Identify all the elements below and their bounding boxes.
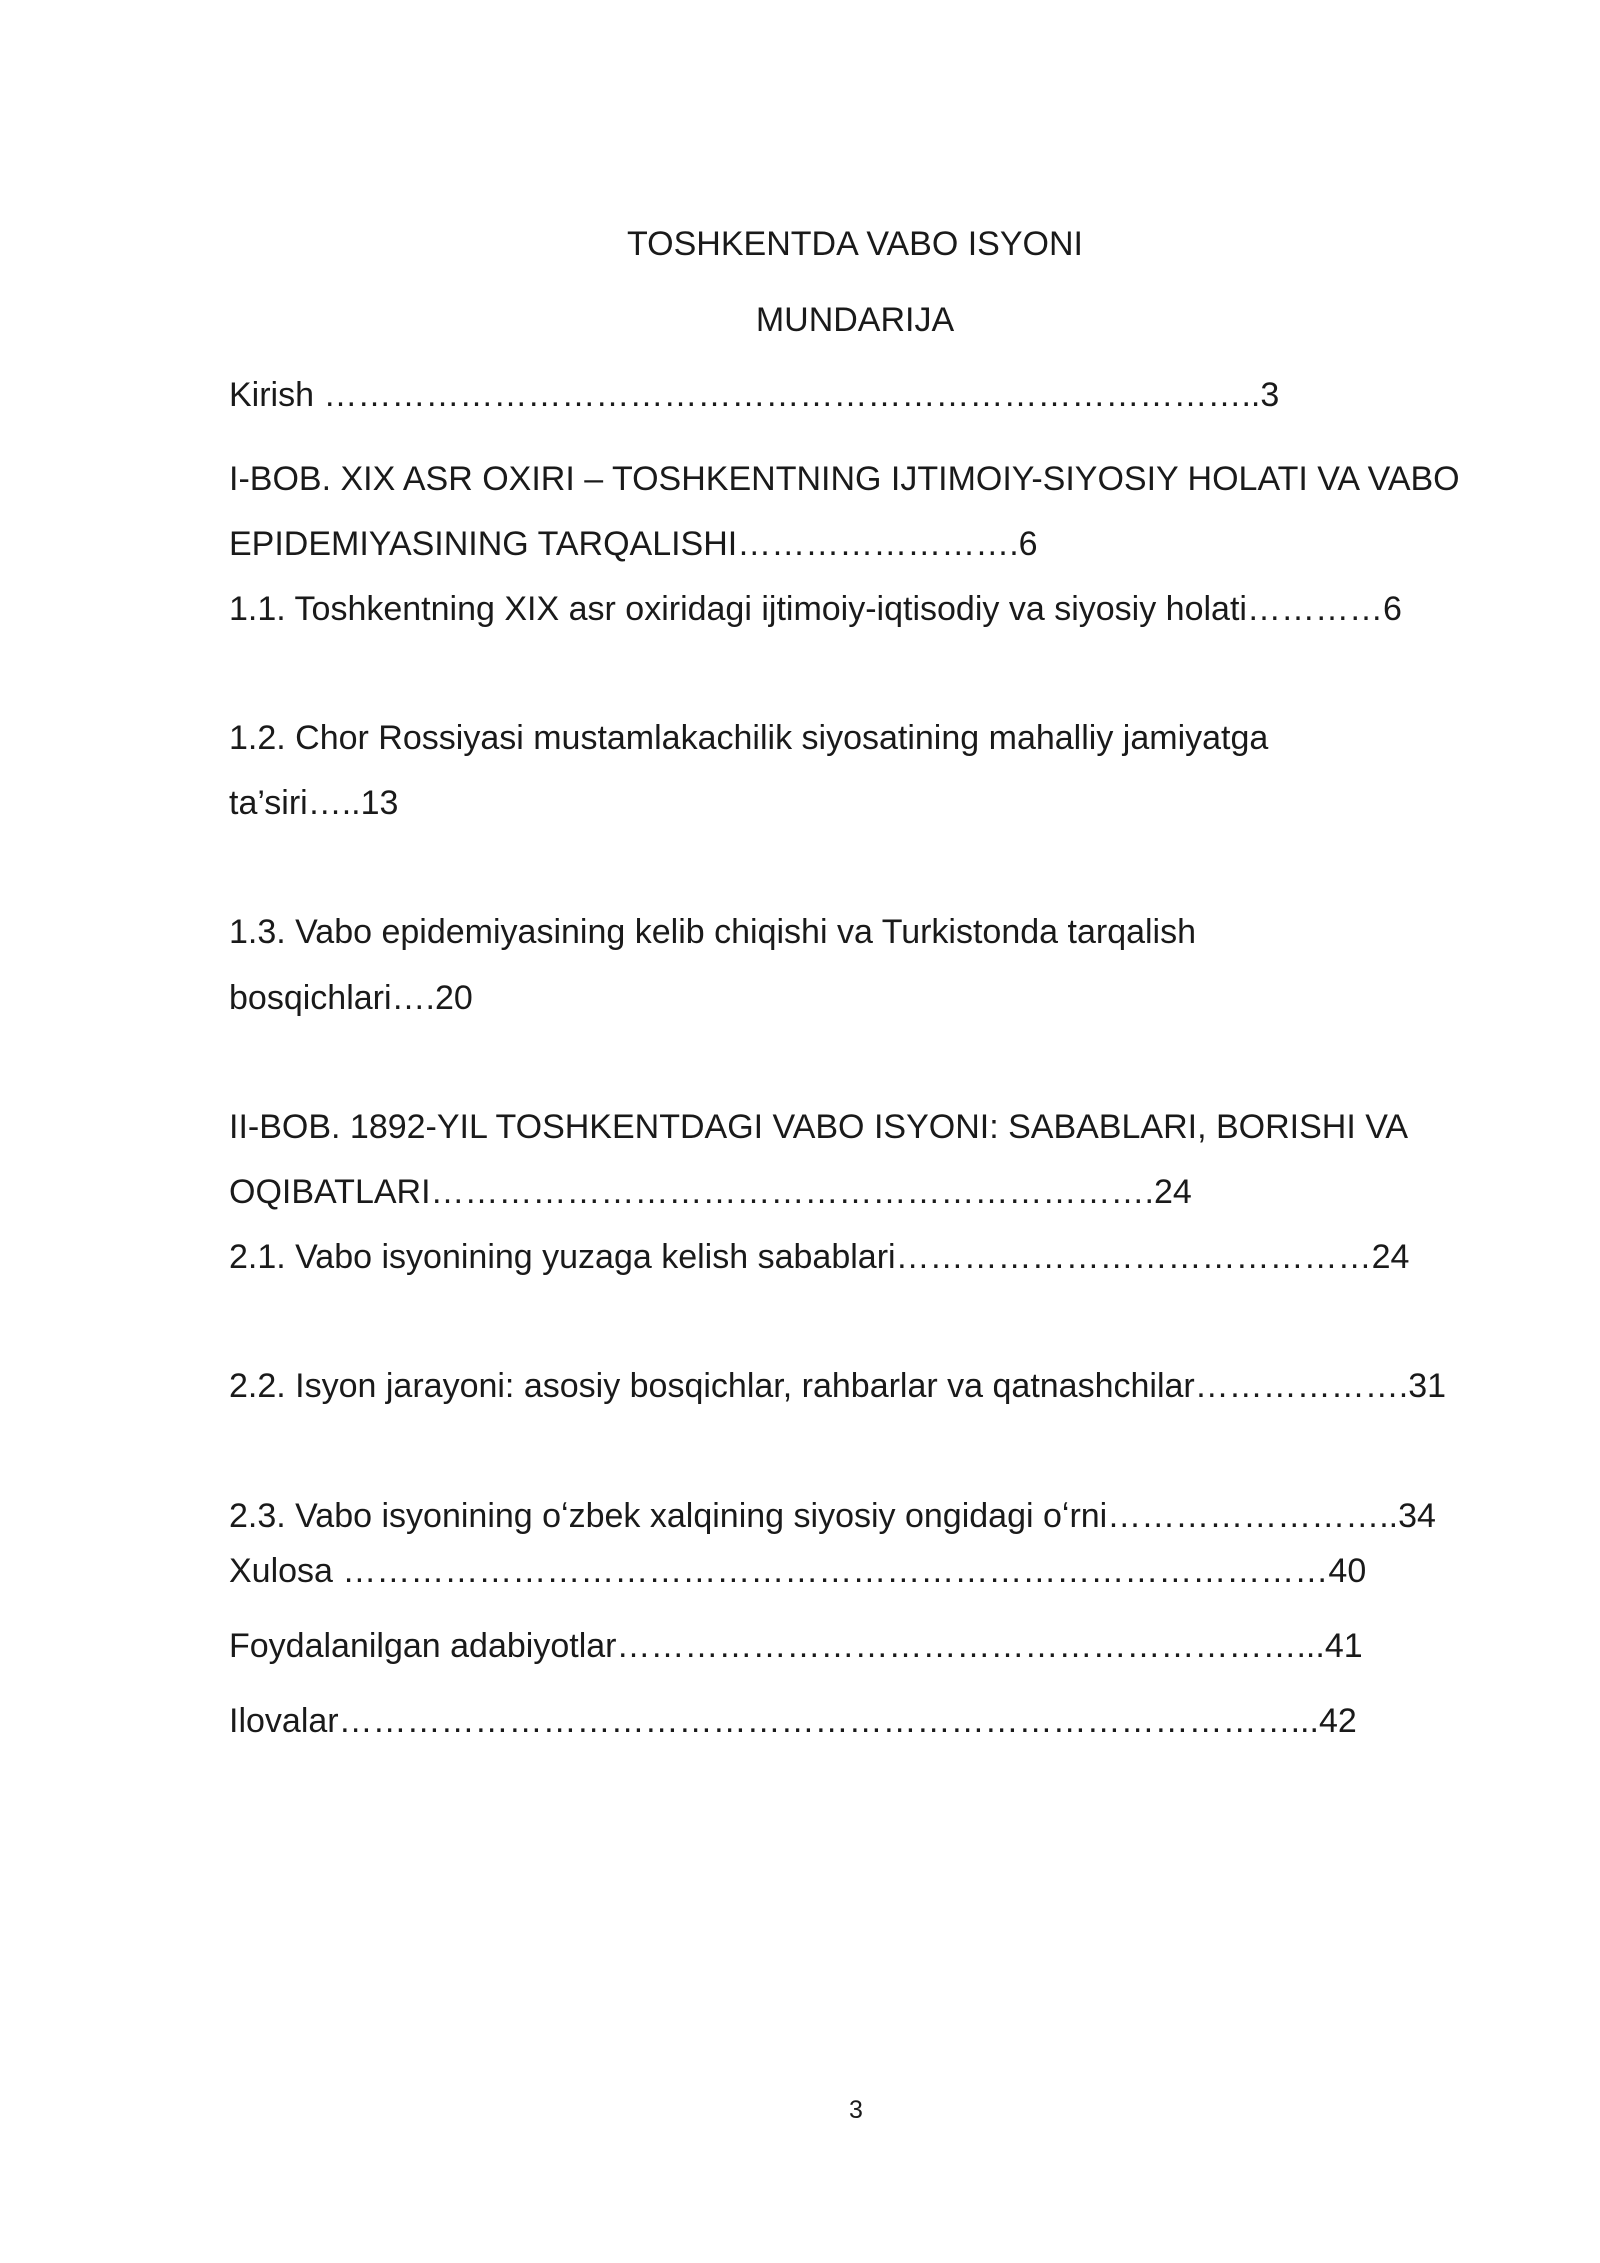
toc-entry-chapter-2-cont: OQIBATLARI……………………………………………………….24 — [229, 1173, 1192, 1211]
toc-entry-1-1: 1.1. Toshkentning XIX asr oxiridagi ijtimoiy-iqtisodiy va siyosiy holati…………6 — [229, 590, 1402, 628]
toc-entry-2-3: 2.3. Vabo isyonining oʻzbek xalqining siyosiy ongidagi oʻrni……………………..34 — [229, 1497, 1436, 1535]
toc-entry-chapter-1-cont: EPIDEMIYASINING TARQALISHI…………………….6 — [229, 525, 1038, 563]
toc-heading: MUNDARIJA — [755, 301, 955, 339]
toc-entry-2-1: 2.1. Vabo isyonining yuzaga kelish sabablari……………………………………24 — [229, 1238, 1410, 1276]
toc-entry-chapter-2: II-BOB. 1892-YIL TOSHKENTDAGI VABO ISYONI: SABABLARI, BORISHI VA — [229, 1108, 1409, 1146]
toc-entry-kirish: Kirish ………………………………………………………………………..3 — [229, 376, 1280, 414]
document-title: TOSHKENTDA VABO ISYONI — [627, 225, 1083, 263]
toc-entry-1-2: 1.2. Chor Rossiyasi mustamlakachilik siyosatining mahalliy jamiyatga — [229, 719, 1269, 757]
toc-entry-chapter-1: I-BOB. XIX ASR OXIRI – TOSHKENTNING IJTIMOIY-SIYOSIY HOLATI VA VABO — [229, 460, 1460, 498]
toc-entry-1-2-cont: ta’siri…..13 — [229, 784, 399, 822]
toc-entry-adabiyotlar: Foydalanilgan adabiyotlar……………………………………………………...41 — [229, 1627, 1363, 1665]
toc-entry-1-3-cont: bosqichlari….20 — [229, 979, 473, 1017]
toc-entry-xulosa: Xulosa ……………………………………………………………………………40 — [229, 1552, 1367, 1590]
page-number: 3 — [849, 2096, 863, 2124]
toc-entry-ilovalar: Ilovalar…………………………………………………………………………...42 — [229, 1702, 1357, 1740]
toc-entry-1-3: 1.3. Vabo epidemiyasining kelib chiqishi va Turkistonda tarqalish — [229, 913, 1197, 951]
toc-entry-2-2: 2.2. Isyon jarayoni: asosiy bosqichlar, rahbarlar va qatnashchilar……………….31 — [229, 1367, 1447, 1405]
